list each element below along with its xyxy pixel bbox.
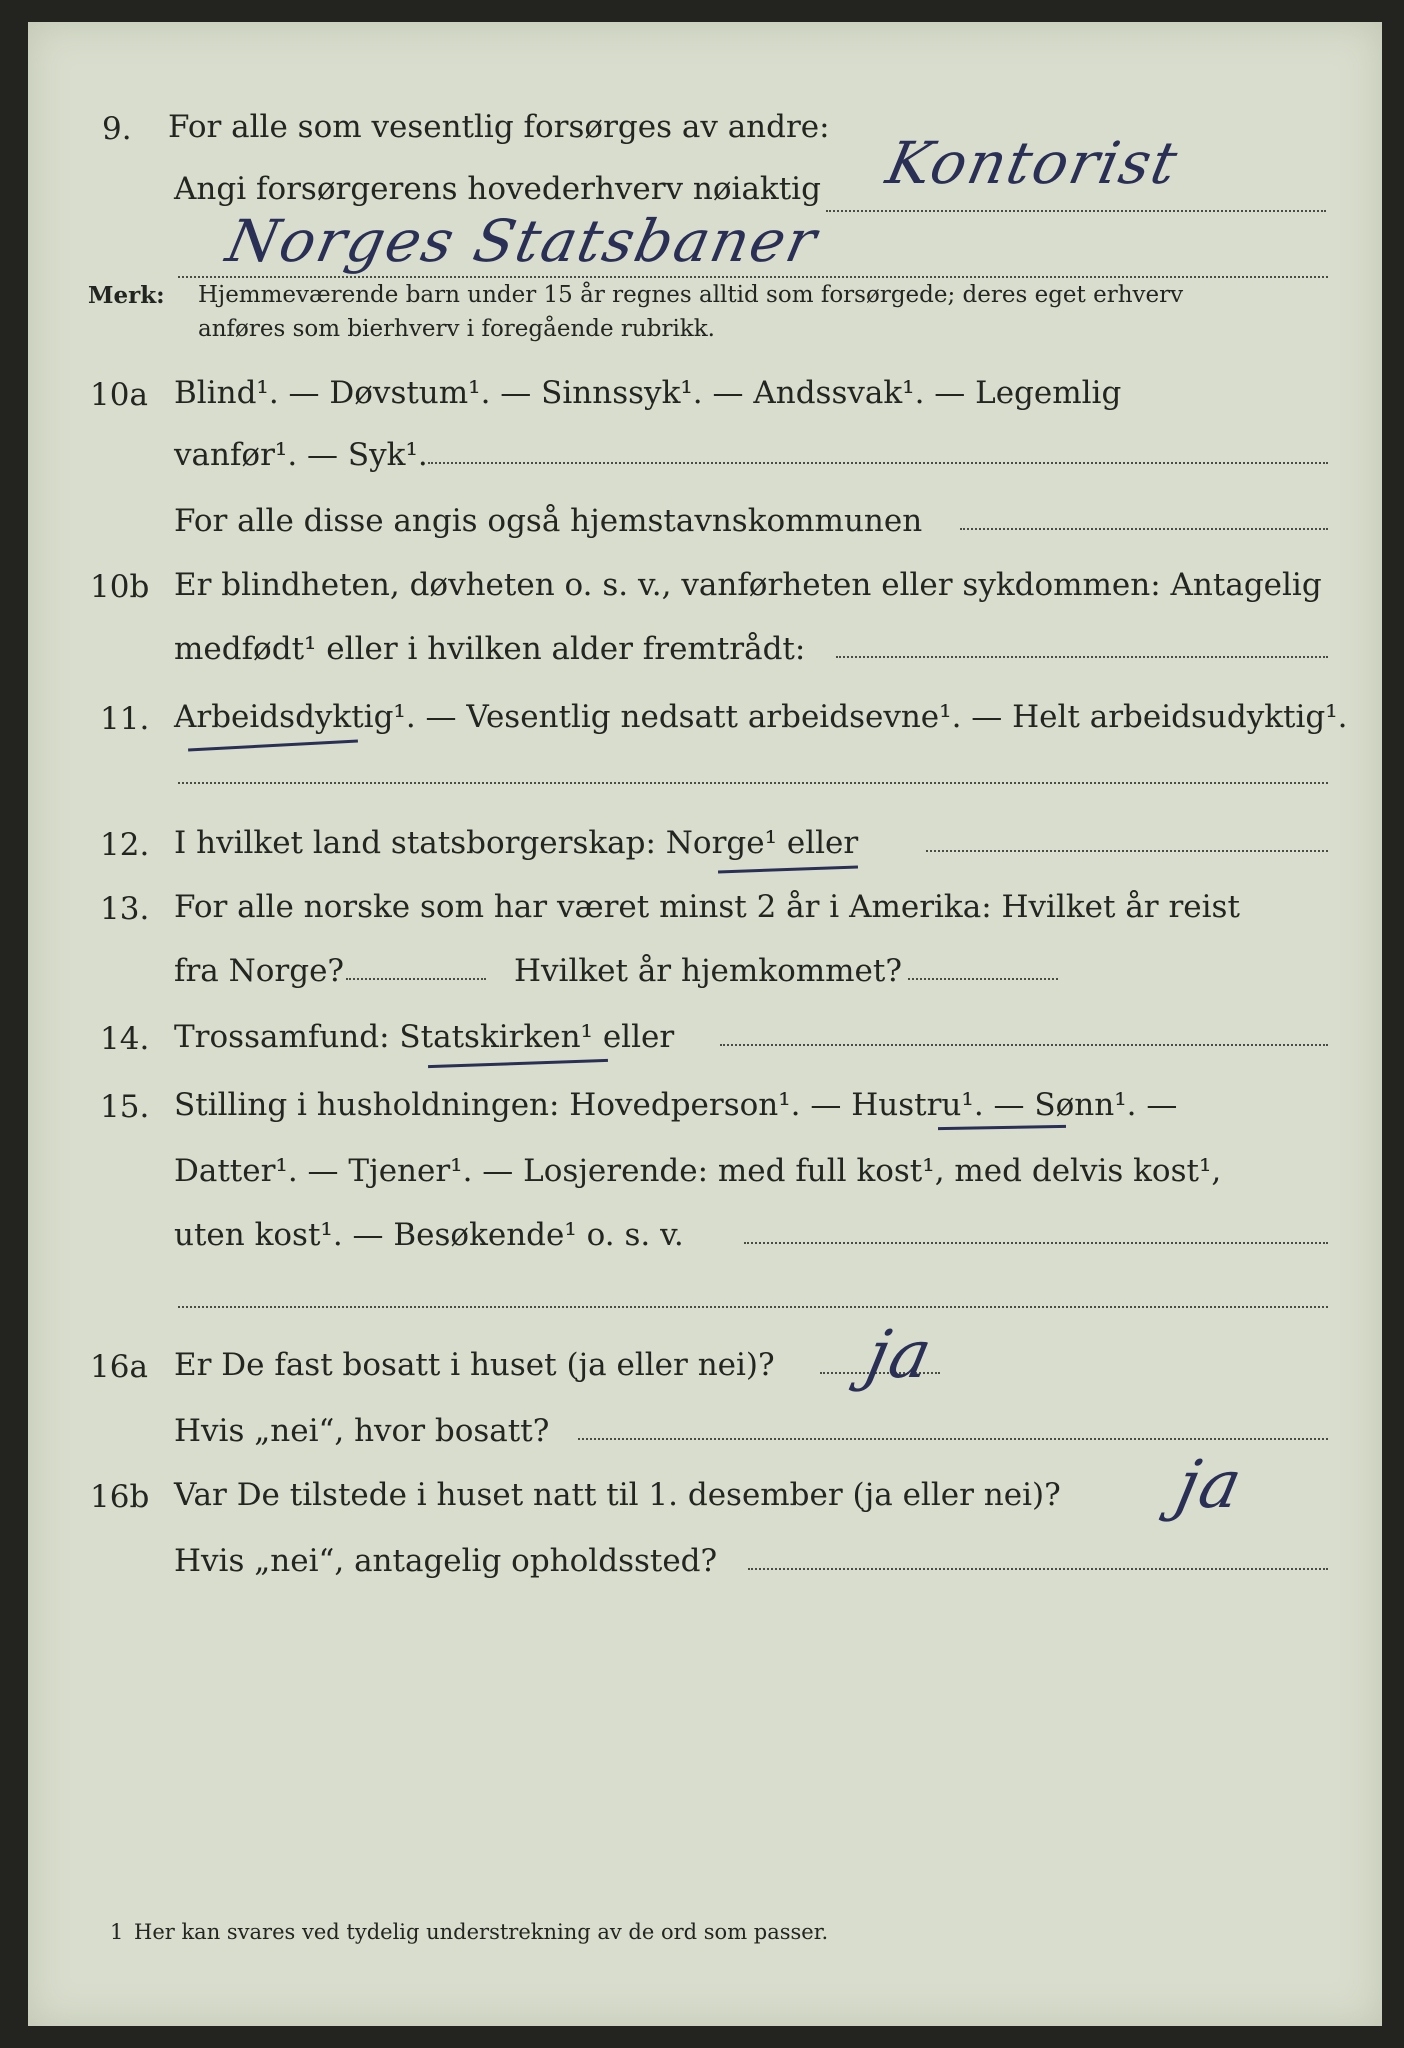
answer-line: [578, 1438, 1328, 1440]
question-10b-number: 10b: [90, 569, 150, 605]
answer-line: [744, 1242, 1328, 1244]
answer-line: [826, 210, 1326, 212]
answer-line: [428, 462, 1328, 464]
question-15-line1: Stilling i husholdningen: Hovedperson¹. — Hustru¹. — Sønn¹. —: [174, 1087, 1178, 1123]
handwritten-underline: [428, 1059, 608, 1068]
footnote-text: Her kan svares ved tydelig understrekning av de ord som passer.: [134, 1920, 829, 1944]
note-text-line2: anføres som bierhverv i foregående rubrikk.: [198, 316, 715, 342]
note-label: Merk:: [88, 282, 165, 309]
question-16b-number: 16b: [90, 1479, 150, 1515]
question-10b-line2: medfødt¹ eller i hvilken alder fremtrådt:: [174, 631, 806, 667]
question-10a-number: 10a: [90, 377, 148, 413]
answer-line: [748, 1568, 1328, 1570]
handwritten-employer: Norges Statsbaner: [220, 207, 825, 275]
question-11-line1: Arbeidsdyktig¹. — Vesentlig nedsatt arbeidsevne¹. — Helt arbeidsudyktig¹.: [174, 699, 1348, 735]
question-16a-number: 16a: [90, 1349, 148, 1385]
question-9-text: For alle som vesentlig forsørges av andre:: [168, 109, 830, 145]
answer-line: [178, 1306, 1328, 1308]
question-15-line3: uten kost¹. — Besøkende¹ o. s. v.: [174, 1217, 684, 1253]
handwritten-underline: [938, 1125, 1066, 1130]
answer-line: [346, 978, 486, 980]
answer-line: [836, 656, 1328, 658]
question-16b-line2: Hvis „nei“, antagelig opholdssted?: [174, 1543, 718, 1579]
question-13-line2b: Hvilket år hjemkommet?: [514, 953, 902, 989]
question-15-number: 15.: [100, 1089, 150, 1125]
note-text-line1: Hjemmeværende barn under 15 år regnes alltid som forsørgede; deres eget erhverv: [198, 282, 1184, 308]
question-16a-line1: Er De fast bosatt i huset (ja eller nei)?: [174, 1347, 775, 1383]
question-10a-line1: Blind¹. — Døvstum¹. — Sinnssyk¹. — Andssvak¹. — Legemlig: [174, 375, 1122, 411]
answer-line: [178, 276, 1328, 278]
question-12-number: 12.: [100, 827, 150, 863]
question-9-subtext: Angi forsørgerens hovederhverv nøiaktig: [174, 171, 821, 207]
question-12-line1: I hvilket land statsborgerskap: Norge¹ eller: [174, 825, 859, 861]
question-16b-line1: Var De tilstede i huset natt til 1. desember (ja eller nei)?: [174, 1477, 1061, 1513]
census-form-page: [28, 22, 1382, 2026]
footnote-mark: 1: [110, 1920, 124, 1944]
question-15-line2: Datter¹. — Tjener¹. — Losjerende: med full kost¹, med delvis kost¹,: [174, 1153, 1222, 1189]
answer-line: [908, 978, 1058, 980]
question-13-line2a: fra Norge?: [174, 953, 345, 989]
handwritten-underline: [718, 866, 858, 874]
question-16a-line2: Hvis „nei“, hvor bosatt?: [174, 1413, 550, 1449]
answer-line: [720, 1044, 1328, 1046]
handwritten-occupation: Kontorist: [880, 129, 1185, 197]
handwritten-answer-16a: ja: [859, 1316, 941, 1393]
handwritten-underline: [188, 740, 358, 752]
question-13-number: 13.: [100, 891, 150, 927]
answer-line: [960, 528, 1328, 530]
question-10a-line3: For alle disse angis også hjemstavnskommunen: [174, 503, 923, 539]
question-14-line1: Trossamfund: Statskirken¹ eller: [174, 1019, 675, 1055]
question-10a-line2: vanfør¹. — Syk¹.: [174, 437, 428, 473]
handwritten-answer-16b: ja: [1169, 1446, 1251, 1523]
question-14-number: 14.: [100, 1021, 150, 1057]
answer-line: [926, 850, 1328, 852]
question-9-number: 9.: [102, 111, 132, 147]
question-10b-line1: Er blindheten, døvheten o. s. v., vanførheten eller sykdommen: Antagelig: [174, 567, 1322, 603]
question-11-number: 11.: [100, 701, 150, 737]
answer-line: [178, 782, 1328, 784]
question-13-line1: For alle norske som har været minst 2 år i Amerika: Hvilket år reist: [174, 889, 1240, 925]
